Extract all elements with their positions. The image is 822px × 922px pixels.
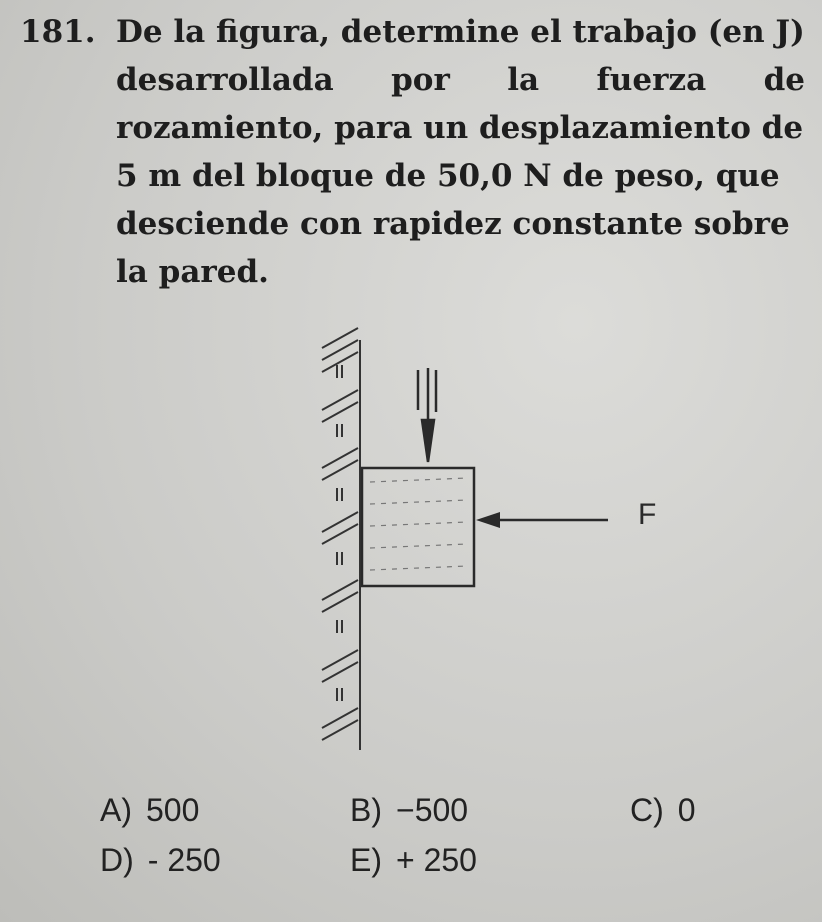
velocity-arrow bbox=[418, 368, 436, 462]
force-arrow bbox=[476, 512, 608, 528]
question-text bbox=[20, 8, 805, 296]
force-label: F bbox=[638, 498, 657, 531]
option-value: 0 bbox=[677, 792, 696, 828]
wall-block-diagram bbox=[300, 320, 700, 760]
option-b[interactable] bbox=[350, 792, 468, 829]
option-value: - 250 bbox=[147, 842, 221, 878]
question-line-6: la pared. bbox=[116, 254, 269, 290]
option-letter: A) bbox=[100, 792, 132, 828]
option-value: + 250 bbox=[396, 842, 477, 878]
option-c[interactable] bbox=[630, 792, 696, 829]
question-number: 181. bbox=[20, 14, 96, 50]
question-line-3: rozamiento, para un desplazamiento de bbox=[116, 110, 804, 146]
option-e[interactable] bbox=[350, 842, 477, 879]
option-d[interactable] bbox=[100, 842, 221, 879]
option-letter: C) bbox=[630, 792, 664, 828]
question-line-2: desarrollada por la fuerza de bbox=[116, 62, 805, 98]
question-line-4: 5 m del bloque de 50,0 N de peso, que bbox=[116, 158, 780, 194]
wall-hatching bbox=[322, 328, 358, 740]
question-line-1: 181. De la figura, determine el trabajo (en J) bbox=[20, 8, 805, 56]
option-letter: D) bbox=[100, 842, 134, 878]
option-letter: B) bbox=[350, 792, 382, 828]
question-line-5: desciende con rapidez constante sobre bbox=[116, 206, 790, 242]
physics-figure bbox=[300, 320, 700, 760]
option-value: 500 bbox=[146, 792, 200, 828]
option-a[interactable] bbox=[100, 792, 199, 829]
option-value: −500 bbox=[396, 792, 469, 828]
option-letter: E) bbox=[350, 842, 382, 878]
block-texture bbox=[370, 478, 468, 570]
